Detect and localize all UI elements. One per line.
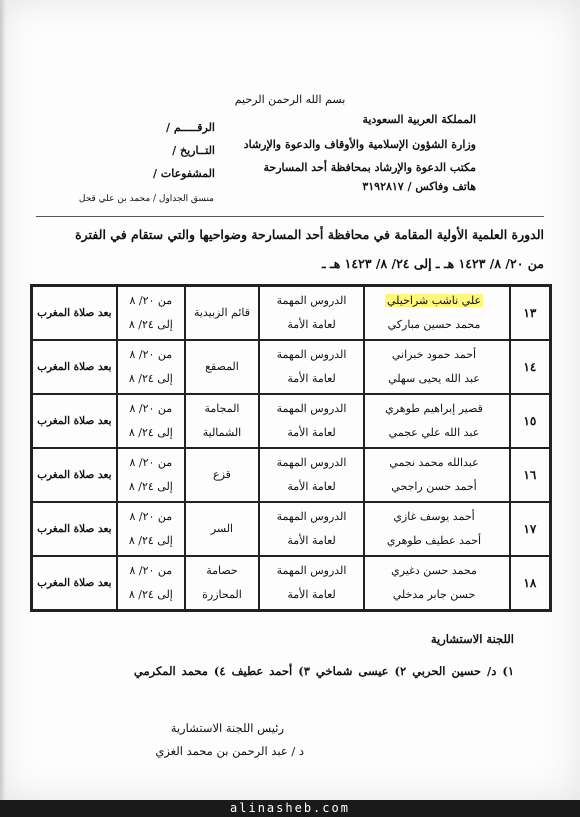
date-to: إلى ٢٤/ ٨	[128, 372, 173, 385]
lesson-title: الدروس المهمة	[276, 564, 347, 577]
date-from: من ٢٠/ ٨	[129, 402, 173, 415]
date-from: من ٢٠/ ٨	[129, 564, 173, 577]
place-name: المصقع	[205, 360, 239, 373]
dates-cell	[117, 556, 185, 610]
lesson-cell	[259, 340, 364, 394]
time-cell	[32, 286, 117, 340]
row-number	[510, 340, 550, 394]
instructor-name: محمد حسن دغيري	[391, 564, 477, 577]
names-cell	[364, 448, 510, 502]
advisory-members: ١) د/ حسين الحربي ٢) عيسى شماخي ٣) أحمد عطيف ٤) محمد المكرمي	[133, 664, 514, 678]
instructor-name: عبد الله علي عجمي	[388, 426, 480, 439]
instructor-name: أحمد حسن راجحي	[391, 480, 477, 493]
site-watermark: alinasheb.com	[0, 800, 580, 817]
date-to: إلى ٢٤/ ٨	[128, 480, 173, 493]
lesson-cell	[259, 394, 364, 448]
place-cell	[185, 448, 259, 502]
names-cell	[364, 340, 510, 394]
date-to: إلى ٢٤/ ٨	[128, 588, 173, 601]
session-time: بعد صلاة المغرب	[37, 523, 112, 535]
advisory-title: اللجنة الاستشارية	[430, 632, 514, 646]
lesson-cell	[259, 502, 364, 556]
dates-cell	[117, 502, 185, 556]
lesson-title: الدروس المهمة	[276, 402, 347, 415]
session-time: بعد صلاة المغرب	[37, 361, 112, 373]
dates-cell	[117, 340, 185, 394]
time-cell	[32, 448, 117, 502]
lesson-audience: لعامة الأمة	[287, 372, 336, 385]
row-number	[510, 448, 550, 502]
table-row	[32, 394, 550, 448]
time-cell	[32, 394, 117, 448]
session-time: بعد صلاة المغرب	[37, 307, 112, 319]
row-number	[510, 286, 550, 340]
row-number-text: ١٤	[523, 360, 537, 374]
lesson-audience: لعامة الأمة	[287, 480, 336, 493]
lesson-audience: لعامة الأمة	[287, 318, 336, 331]
header-kingdom: المملكة العربية السعودية	[362, 113, 476, 126]
time-cell	[32, 502, 117, 556]
names-cell	[364, 394, 510, 448]
lesson-audience: لعامة الأمة	[287, 588, 336, 601]
instructor-name: عبد الله يحيى سهلي	[388, 372, 480, 385]
intro-line-2: من ٢٠/ ٨/ ١٤٢٣ هـ ـ إلى ٢٤/ ٨/ ١٤٢٣ هـ ـ	[322, 256, 544, 271]
intro-line-1: الدورة العلمية الأولية المقامة في محافظة أحد المسارحة وضواحيها والتي ستقام في الفترة	[75, 227, 544, 242]
place-cell	[185, 394, 259, 448]
place-name: قزع	[213, 468, 231, 481]
place-name: المجامة	[204, 402, 240, 415]
session-time: بعد صلاة المغرب	[37, 415, 112, 427]
table-row	[32, 448, 550, 502]
row-number-text: ١٧	[523, 522, 537, 536]
date-to: إلى ٢٤/ ٨	[128, 534, 173, 547]
instructor-name: قصير إبراهيم طوهري	[385, 402, 483, 415]
place-name: الشمالية	[202, 426, 242, 439]
place-name: حصامة	[206, 564, 238, 577]
names-cell	[364, 502, 510, 556]
date-from: من ٢٠/ ٨	[129, 510, 173, 523]
date-field: التــاريخ /	[172, 144, 215, 157]
instructor-name: أحمد عطيف طوهري	[386, 534, 482, 547]
row-number	[510, 394, 550, 448]
time-cell	[32, 556, 117, 610]
table-row	[32, 340, 550, 394]
row-number-text: ١٨	[523, 576, 537, 590]
lesson-audience: لعامة الأمة	[287, 426, 336, 439]
instructor-name: أحمد يوسف غازي	[393, 510, 475, 523]
time-cell	[32, 340, 117, 394]
date-from: من ٢٠/ ٨	[129, 456, 173, 469]
instructor-name	[365, 289, 503, 313]
lesson-title: الدروس المهمة	[276, 510, 347, 523]
names-cell	[364, 556, 510, 610]
header-divider	[36, 216, 544, 217]
schedule-table	[30, 284, 552, 612]
dates-cell	[117, 394, 185, 448]
date-to: إلى ٢٤/ ٨	[128, 426, 173, 439]
place-cell	[185, 340, 259, 394]
lesson-cell	[259, 556, 364, 610]
lesson-title: الدروس المهمة	[276, 456, 347, 469]
row-number-text: ١٣	[523, 306, 537, 320]
table-row	[32, 286, 550, 340]
signature-title: رئيس اللجنة الاستشارية	[170, 721, 284, 735]
header-phone: هاتف وفاكس / ٣١٩٢٨١٧	[362, 180, 476, 193]
row-number	[510, 502, 550, 556]
lesson-title: الدروس المهمة	[276, 348, 347, 361]
table-row	[32, 502, 550, 556]
basmala: بسم الله الرحمن الرحيم	[234, 93, 346, 106]
place-name: المحازرة	[202, 588, 242, 601]
place-cell	[185, 286, 259, 340]
highlighted-name: علي ناشب شراحيلي	[386, 294, 482, 307]
dates-cell	[117, 448, 185, 502]
instructor-name: عبدالله محمد نجمي	[389, 456, 479, 469]
row-number-text: ١٥	[523, 414, 537, 428]
row-number-text: ١٦	[523, 468, 537, 482]
instructor-name: محمد حسين مباركي	[387, 318, 481, 331]
dates-cell	[117, 286, 185, 340]
date-from: من ٢٠/ ٨	[129, 294, 173, 307]
ref-field: الرقـــــم /	[165, 121, 215, 134]
signature-name: د / عبد الرحمن بن محمد الغزي	[155, 744, 304, 758]
header-office: مكتب الدعوة والإرشاد بمحافظة أحد المسارحة	[263, 161, 476, 174]
attachments-field: المشفوعات /	[153, 167, 215, 180]
header-ministry: وزارة الشؤون الإسلامية والأوقاف والدعوة والإرشاد	[243, 138, 476, 151]
row-number	[510, 556, 550, 610]
lesson-cell	[259, 448, 364, 502]
place-cell	[185, 556, 259, 610]
table-row	[32, 556, 550, 610]
session-time: بعد صلاة المغرب	[37, 577, 112, 589]
coordinator-note: منسق الجداول / محمد بن علي قحل	[78, 194, 214, 204]
place-cell	[185, 502, 259, 556]
instructor-name: حسن جابر مدخلي	[392, 588, 476, 601]
date-from: من ٢٠/ ٨	[129, 348, 173, 361]
lesson-cell	[259, 286, 364, 340]
names-cell	[364, 286, 510, 340]
session-time: بعد صلاة المغرب	[37, 469, 112, 481]
place-name: السر	[210, 522, 234, 535]
lesson-audience: لعامة الأمة	[287, 534, 336, 547]
lesson-title: الدروس المهمة	[276, 294, 347, 307]
instructor-name: أحمد حمود خبراني	[391, 348, 477, 361]
date-to: إلى ٢٤/ ٨	[128, 318, 173, 331]
place-name: قائم الزبيدية	[193, 306, 251, 319]
